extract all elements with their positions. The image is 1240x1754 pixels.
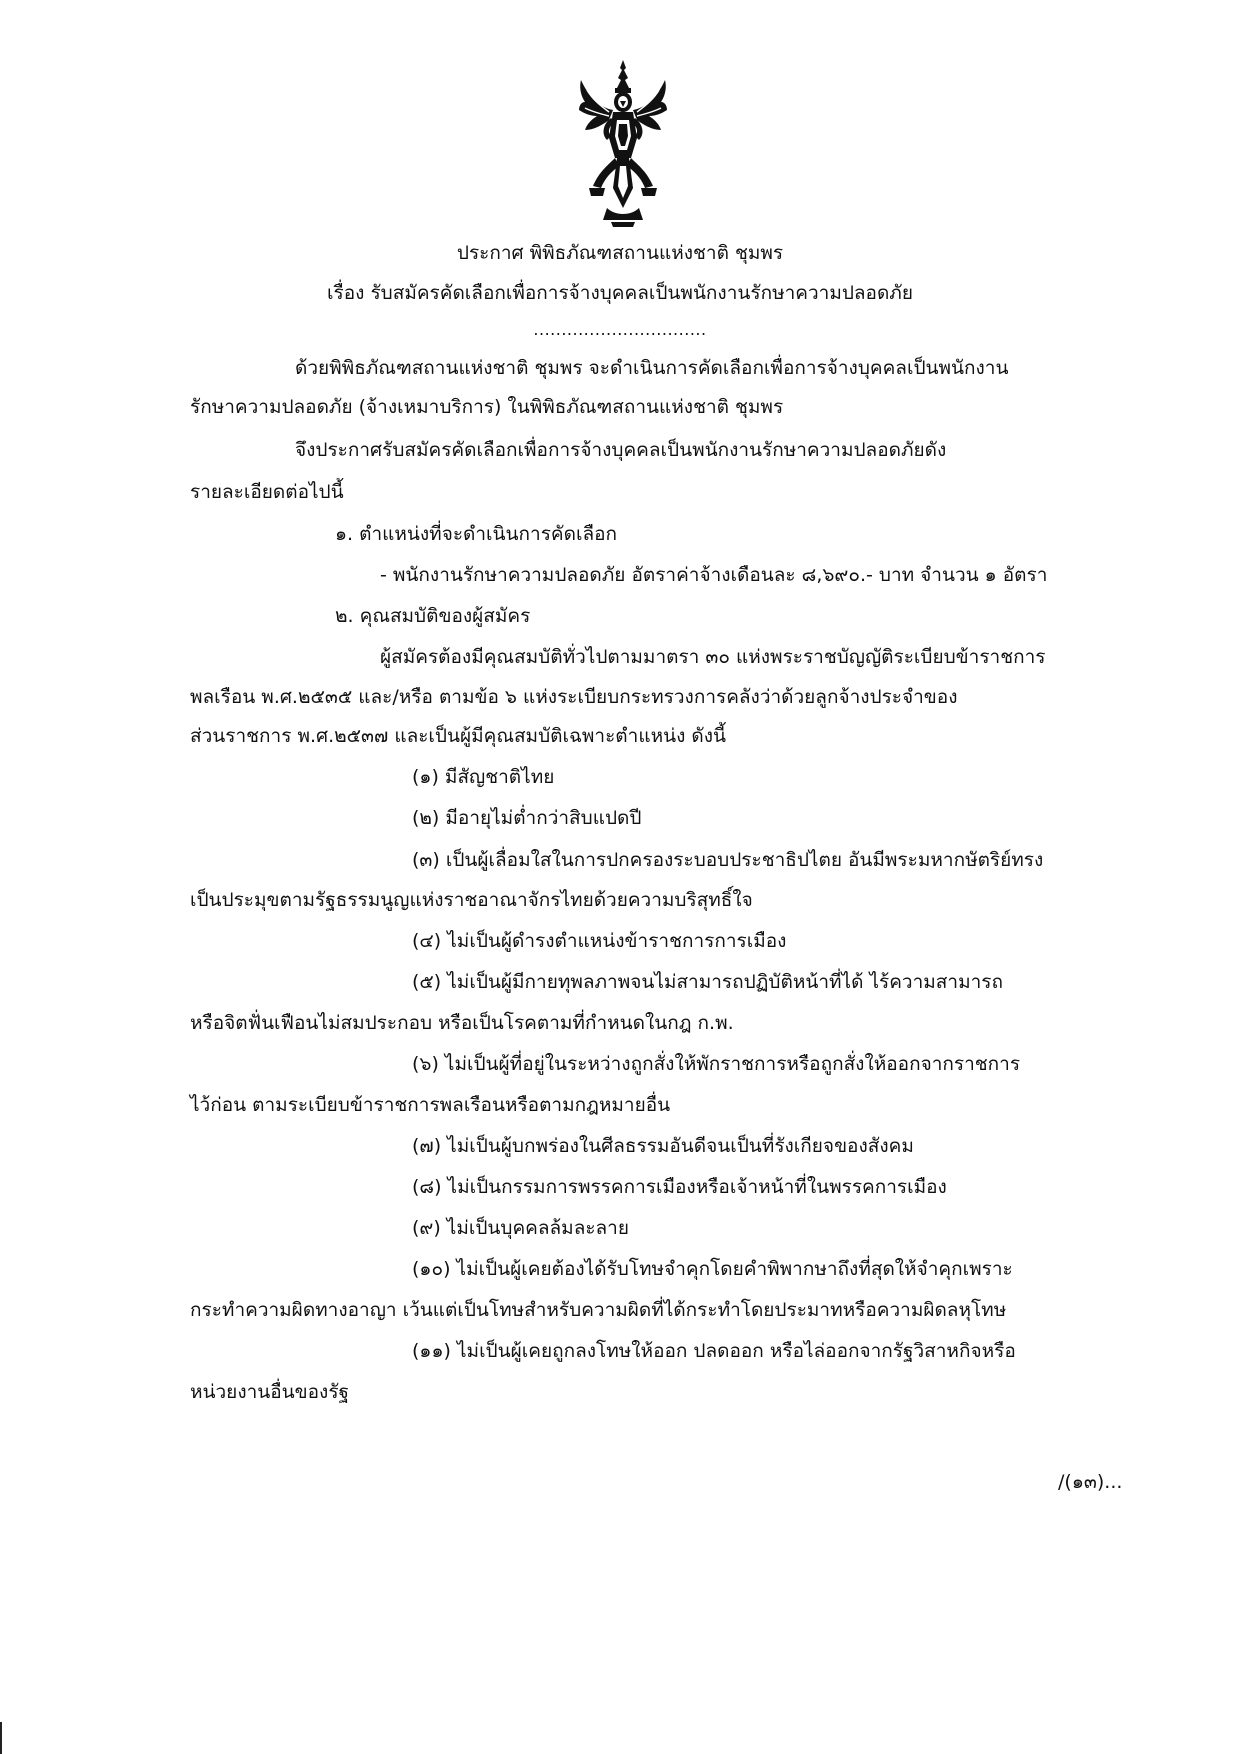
section-1-position-detail: - พนักงานรักษาความปลอดภัย อัตราค่าจ้างเดือนละ ๘,๖๙๐.- บาท จำนวน ๑ อัตรา (380, 564, 1048, 586)
title-separator: ............................... (533, 320, 707, 339)
qualification-5-line-1: (๕) ไม่เป็นผู้มีกายทุพลภาพจนไม่สามารถปฏิบัติหน้าที่ได้ ไร้ความสามารถ (412, 971, 1003, 993)
section-1-heading: ๑. ตำแหน่งที่จะดำเนินการคัดเลือก (335, 523, 618, 545)
intro-paragraph-line-2: รักษาความปลอดภัย (จ้างเหมาบริการ) ในพิพิธภัณฑสถานแห่งชาติ ชุมพร (190, 396, 784, 418)
intro-paragraph-line-1: ด้วยพิพิธภัณฑสถานแห่งชาติ ชุมพร จะดำเนินการคัดเลือกเพื่อการจ้างบุคคลเป็นพนักงาน (295, 357, 1009, 379)
qualification-8: (๘) ไม่เป็นกรรมการพรรคการเมืองหรือเจ้าหน้าที่ในพรรคการเมือง (412, 1176, 947, 1198)
qualification-6-line-2: ไว้ก่อน ตามระเบียบข้าราชการพลเรือนหรือตามกฎหมายอื่น (190, 1094, 671, 1116)
scan-edge-mark (0, 1722, 2, 1754)
qualification-2: (๒) มีอายุไม่ต่ำกว่าสิบแปดปี (412, 807, 642, 829)
qualification-3-line-2: เป็นประมุขตามรัฐธรรมนูญแห่งราชอาณาจักรไทยด้วยความบริสุทธิ์ใจ (190, 889, 753, 911)
qualification-1: (๑) มีสัญชาติไทย (412, 766, 555, 788)
qualification-4: (๔) ไม่เป็นผู้ดำรงตำแหน่งข้าราชการการเมือง (412, 930, 787, 952)
qualification-3-line-1: (๓) เป็นผู้เลื่อมใสในการปกครองระบอบประชาธิปไตย อันมีพระมหากษัตริย์ทรง (412, 849, 1044, 871)
qualification-11-line-1: (๑๑) ไม่เป็นผู้เคยถูกลงโทษให้ออก ปลดออก หรือไล่ออกจากรัฐวิสาหกิจหรือ (412, 1340, 1016, 1362)
page-continuation-marker: /(๑๓)... (1058, 1471, 1123, 1493)
intro-paragraph-line-4: รายละเอียดต่อไปนี้ (190, 481, 344, 503)
qualification-7: (๗) ไม่เป็นผู้บกพร่องในศีลธรรมอันดีจนเป็นที่รังเกียจของสังคม (412, 1135, 914, 1157)
section-2-paragraph-line-1: ผู้สมัครต้องมีคุณสมบัติทั่วไปตามมาตรา ๓๐ แห่งพระราชบัญญัติระเบียบข้าราชการ (380, 646, 1046, 668)
garuda-emblem-icon (577, 58, 669, 228)
qualification-9: (๙) ไม่เป็นบุคคลล้มละลาย (412, 1217, 629, 1239)
qualification-10-line-2: กระทำความผิดทางอาญา เว้นแต่เป็นโทษสำหรับความผิดที่ได้กระทำโดยประมาทหรือความผิดลหุโทษ (190, 1299, 1007, 1321)
section-2-paragraph-line-3: ส่วนราชการ พ.ศ.๒๕๓๗ และเป็นผู้มีคุณสมบัติเฉพาะตำแหน่ง ดังนี้ (190, 725, 726, 747)
qualification-5-line-2: หรือจิตฟั่นเฟือนไม่สมประกอบ หรือเป็นโรคตามที่กำหนดในกฎ ก.พ. (190, 1012, 734, 1034)
qualification-11-line-2: หน่วยงานอื่นของรัฐ (190, 1381, 350, 1403)
section-2-heading: ๒. คุณสมบัติของผู้สมัคร (335, 605, 531, 627)
announcement-title: ประกาศ พิพิธภัณฑสถานแห่งชาติ ชุมพร (456, 242, 784, 264)
section-2-paragraph-line-2: พลเรือน พ.ศ.๒๕๓๕ และ/หรือ ตามข้อ ๖ แห่งระเบียบกระทรวงการคลังว่าด้วยลูกจ้างประจำของ (190, 686, 958, 708)
announcement-subject: เรื่อง รับสมัครคัดเลือกเพื่อการจ้างบุคคลเป็นพนักงานรักษาความปลอดภัย (327, 282, 913, 304)
qualification-10-line-1: (๑๐) ไม่เป็นผู้เคยต้องได้รับโทษจำคุกโดยคำพิพากษาถึงที่สุดให้จำคุกเพราะ (412, 1258, 1013, 1280)
qualification-6-line-1: (๖) ไม่เป็นผู้ที่อยู่ในระหว่างถูกสั่งให้พักราชการหรือถูกสั่งให้ออกจากราชการ (412, 1053, 1021, 1075)
intro-paragraph-line-3: จึงประกาศรับสมัครคัดเลือกเพื่อการจ้างบุคคลเป็นพนักงานรักษาความปลอดภัยดัง (295, 439, 947, 461)
